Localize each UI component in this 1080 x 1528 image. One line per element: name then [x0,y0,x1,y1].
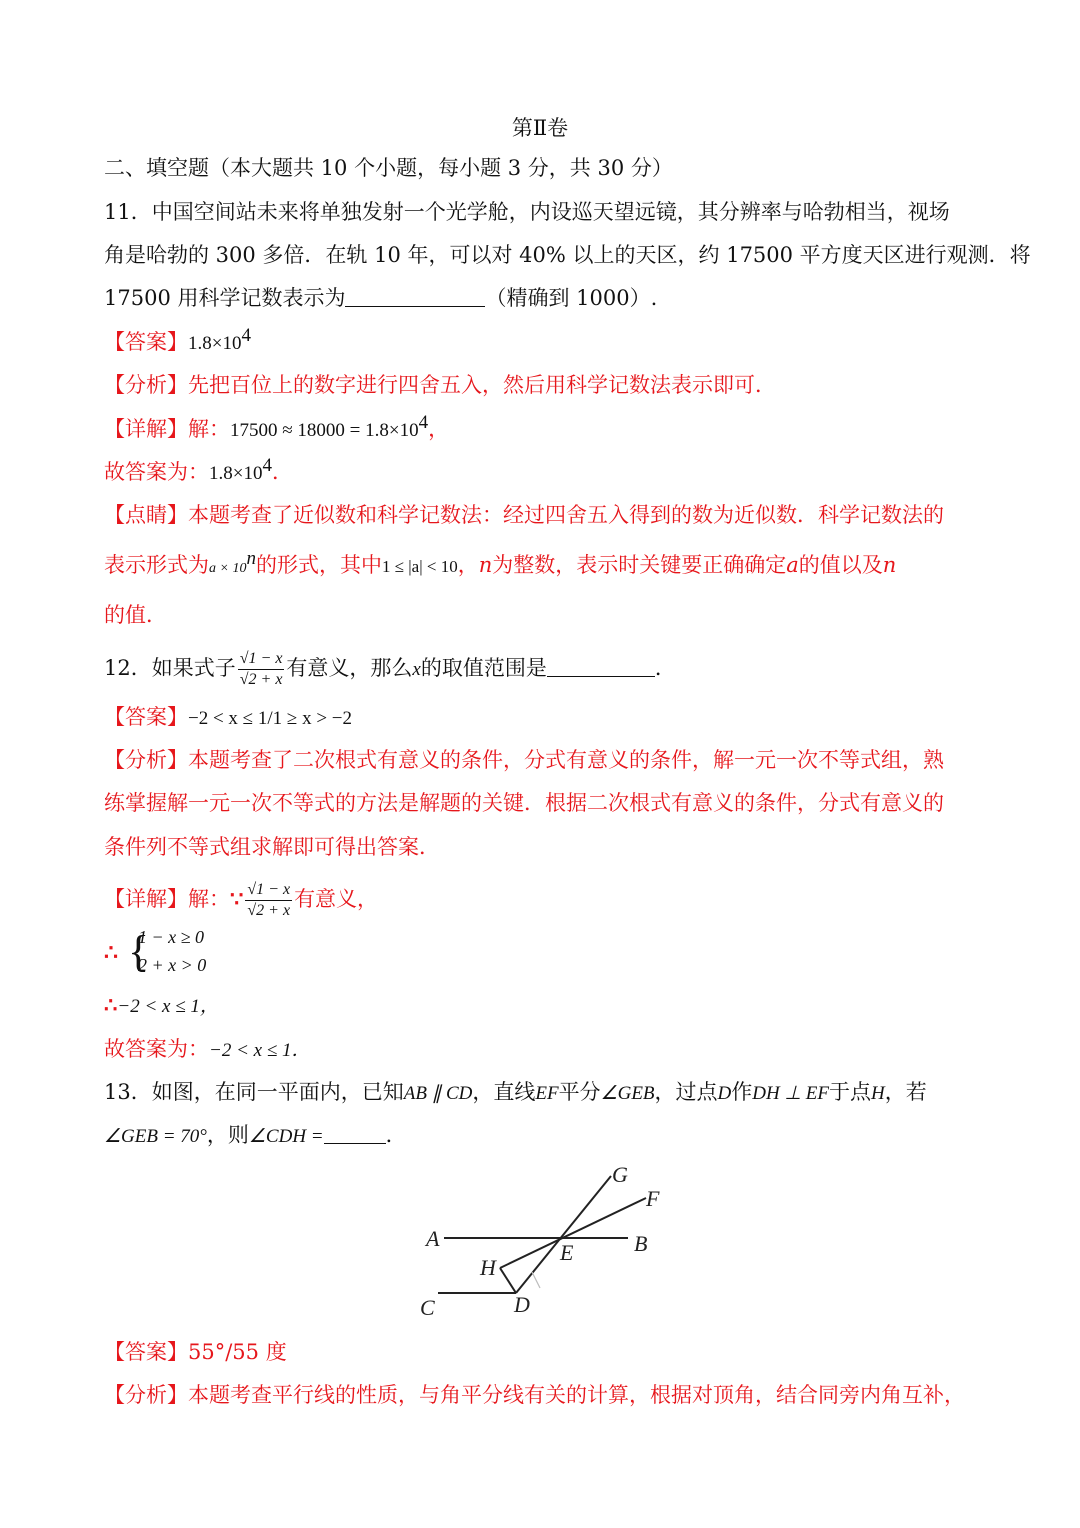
q11-line3-tail: （精确到 1000）. [485,286,658,310]
q11-detail-tail: ， [428,417,450,441]
q13-l1l: H [870,1083,885,1104]
q12-frac-num: √1 − x [238,650,285,670]
q13-analysis [104,1380,984,1410]
label-a: A [426,1226,440,1251]
q12-answer-value: −2 < x ≤ 1/1 ≥ x > −2 [188,708,352,729]
q12-system-line2: 2 + x > 0 [138,955,207,975]
label-f: F [646,1186,660,1211]
answer-label: 【答案】 [104,1340,188,1364]
q11-line3-text: 17500 用科学记数表示为 [104,286,346,310]
q13-geometry-figure [408,1160,670,1322]
q11-comment-2b-exp: n [246,548,256,569]
label-h: H [480,1255,496,1280]
q13-l1e: 平分 [558,1080,601,1104]
q12-analysis-3: 条件列不等式组求解即可得出答案． [104,835,440,859]
faint-mark [532,1272,540,1288]
q13-line2 [104,1120,984,1152]
system-brace: { [128,927,150,976]
q13-l1f: ∠GEB [600,1083,655,1104]
q12-detail-fraction [245,881,292,920]
analysis-label: 【分析】 [104,748,188,772]
q12-final-value: −2 < x ≤ 1． [209,1040,311,1061]
comment-label: 【点睛】 [104,503,188,527]
q11-final-exp: 4 [262,455,272,476]
q13-l1i: 作 [731,1080,753,1104]
q11-comment-2d: 1 ≤ |a| < 10 [381,557,458,576]
q12-system-line1: 1 − x ≥ 0 [138,927,205,947]
q11-comment-3: 的值． [104,603,167,627]
therefore-answer-label: 故答案为： [104,460,209,484]
q12-analysis-text-1: 本题考查了二次根式有意义的条件，分式有意义的条件，解一元一次不等式组，熟 [188,748,944,772]
solve-label: 解： [188,417,230,441]
q11-detail-exp: 4 [418,412,429,433]
q13-l1m: ，若 [884,1080,927,1104]
q11-comment-2h: a [786,553,799,577]
analysis-label: 【分析】 [104,373,188,397]
section-header: 二、填空题（本大题共 10 个小题，每小题 3 分，共 30 分） [104,156,673,180]
q11-detail-expr: 17500 ≈ 18000 = 1.8×10 [230,420,419,441]
q12-final [104,1034,984,1066]
therefore-symbol: ∴ [104,940,118,965]
q12-result [104,990,984,1022]
q11-answer-value: 1.8×10 [188,333,242,354]
answer-label: 【答案】 [104,330,188,354]
solve-label: 解： [188,887,230,911]
q11-comment-2i: 的值以及 [798,553,883,577]
q11-line1: 11．中国空间站未来将单独发射一个光学舱，内设巡天望远镜，其分辨率与哈勃相当，视场 [104,200,950,224]
section-title: 第Ⅱ卷 [511,116,569,140]
q12-result-value: −2 < x ≤ 1， [117,996,219,1017]
q13-l2b: ，则 [206,1123,249,1147]
line-dg [516,1176,611,1293]
q12-suffix: 的取值范围是 [420,656,547,680]
q12-detail-frac-den: √2 + x [247,902,291,919]
q13-l1d: EF [535,1083,559,1104]
q12-frac-den: √2 + x [239,671,283,688]
label-g: G [612,1162,628,1187]
answer-label: 【答案】 [104,705,188,729]
q11-detail [104,414,984,446]
q13-l2c: ∠CDH = [248,1126,324,1147]
q13-l1b: AB ∥ CD [403,1083,473,1104]
q12-fraction [238,650,285,689]
q12-analysis-2: 练掌握解一元一次不等式的方法是解题的关键．根据二次根式有意义的条件，分式有意义的 [104,791,944,815]
q13-line1 [104,1077,984,1109]
q11-comment-2g: 为整数，表示时关键要正确确定 [492,553,787,577]
q13-answer [104,1337,984,1367]
q12-prefix: 12．如果式子 [104,656,236,680]
q11-comment-1 [104,500,984,530]
q11-comment-2b: a × 10 [209,561,247,576]
q13-l1g: ，过点 [654,1080,718,1104]
q12-detail [104,881,984,920]
q13-answer-blank [324,1121,386,1144]
q13-answer-value: 55°/55 度 [188,1340,287,1364]
therefore-symbol: ∴ [104,992,118,1017]
label-b: B [634,1231,648,1256]
q13-l1c: ，直线 [472,1080,536,1104]
q11-comment-2f: n [478,553,493,577]
q11-comment-2a: 表示形式为 [104,553,209,577]
because-symbol: ∵ [230,886,244,911]
q11-final-value: 1.8×10 [209,463,263,484]
detail-label: 【详解】 [104,887,188,911]
q13-l1a: 13．如图，在同一平面内，已知 [104,1080,404,1104]
q12-detail-frac-num: √1 − x [245,881,292,901]
label-c: C [420,1295,435,1320]
q12-var: x [412,659,421,680]
q11-analysis-text: 先把百位上的数字进行四舍五入，然后用科学记数法表示即可． [188,373,776,397]
line-dh [500,1268,516,1293]
q11-comment-2j: n [882,553,897,577]
q12-analysis-1 [104,745,984,775]
q11-comment-2c: 的形式，其中 [255,553,382,577]
q11-answer-exp: 4 [241,325,251,346]
q13-l1h: D [717,1083,732,1104]
q12-middle: 有意义，那么 [286,656,413,680]
q11-answer-blank [345,284,485,307]
q11-comment-text-1: 本题考查了近似数和科学记数法：经过四舍五入得到的数为近似数．科学记数法的 [188,503,944,527]
q12-detail-tail: 有意义， [294,887,379,911]
therefore-answer-label: 故答案为： [104,1037,209,1061]
q13-l1j: DH ⊥ EF [752,1083,829,1104]
q11-analysis [104,370,984,400]
detail-label: 【详解】 [104,417,188,441]
q13-l1k: 于点 [828,1080,871,1104]
q11-comment-2e: ， [457,553,479,577]
q12-answer-blank [547,654,655,677]
analysis-label: 【分析】 [104,1383,188,1407]
q12-end: ． [654,656,676,680]
label-d: D [514,1292,530,1317]
label-e: E [560,1240,574,1265]
q12-system [104,925,304,985]
q13-l2a: ∠GEB = 70° [104,1126,207,1147]
q12-question [104,650,984,689]
q11-answer [104,327,984,359]
q11-line2: 角是哈勃的 300 多倍．在轨 10 年，可以对 40% 以上的天区，约 17500 平方度天区进行观测．将 [104,243,1031,267]
q13-l2d: ． [385,1123,407,1147]
q11-line3 [104,283,984,313]
q12-answer [104,702,984,734]
q13-analysis-text: 本题考查平行线的性质，与角平分线有关的计算，根据对顶角，结合同旁内角互补， [188,1383,965,1407]
q11-comment-2 [104,550,984,584]
q11-final-tail: ． [271,460,293,484]
q11-final [104,457,984,489]
